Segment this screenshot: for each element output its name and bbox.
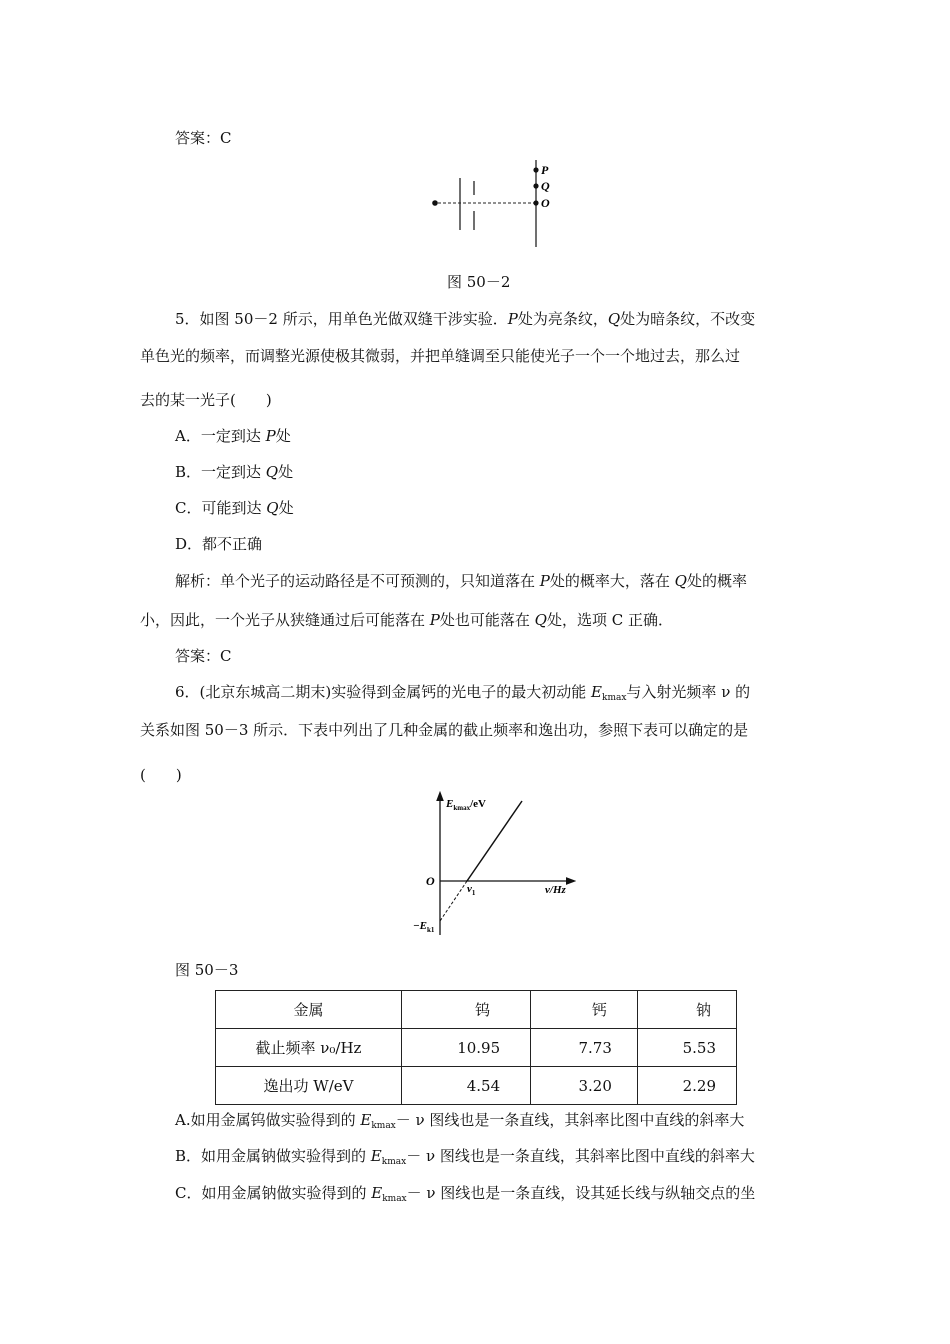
figure-caption-50-3: 图 50－3 [175,961,239,979]
table-header: 钨 [402,991,531,1029]
q6-line-2: 关系如图 50－3 所示．下表中列出了几种金属的截止频率和逸出功，参照下表可以确定的是 [140,721,749,739]
point-q [533,183,538,188]
table-cell: 7.73 [531,1029,638,1067]
q5-option-c: C．可能到达 Q处 [175,499,294,517]
q5-option-b: B．一定到达 Q处 [175,463,294,481]
ekmax-nu-graph [405,790,585,940]
x-axis-label: ν/Hz [545,884,566,896]
label-o: O [541,196,550,210]
light-source-dot [432,200,438,206]
q5-line-3: 去的某一光子( ) [140,391,272,409]
q5-analysis-line-2: 小，因此，一个光子从狭缝通过后可能落在 P处也可能落在 Q处，选项 C 正确． [140,611,673,629]
top-answer: 答案：C [175,129,232,147]
table-row-label: 逸出功 W/eV [216,1067,402,1105]
q5-analysis-line-1: 解析：单个光子的运动路径是不可预测的，只知道落在 P处的概率大，落在 Q处的概率 [175,572,747,590]
q5-answer: 答案：C [175,647,232,665]
label-q: Q [541,179,550,193]
metal-table [215,990,737,1105]
y-axis-label: $E_{kmax}/eV$ [446,798,486,812]
table-cell: 2.29 [637,1067,736,1105]
q6-option-c: C．如用金属钠做实验得到的 $E_{kmax}- \nu$ 图线也是一条直线，设其延长线与纵轴交点的坐 [175,1184,756,1204]
origin-label: O [426,874,435,888]
nu1-label: $\nu_1$ [467,883,476,897]
figure-caption-50-2: 图 50－2 [447,273,511,291]
table-row-label: 截止频率 ν₀/Hz [216,1029,402,1067]
table-header: 金属 [216,991,402,1029]
ek1-label: $-E_{k1}$ [413,920,435,934]
point-o [533,200,538,205]
table-row [216,1067,737,1105]
label-p: P [541,163,549,177]
q6-option-a: A.如用金属钨做实验得到的 $E_{kmax}- \nu$ 图线也是一条直线，其斜率比图中直线的斜率大 [175,1111,745,1131]
ekmax-line [467,801,522,881]
table-cell: 10.95 [402,1029,531,1067]
q6-option-b: B．如用金属钠做实验得到的 $E_{kmax}- \nu$ 图线也是一条直线，其斜率比图中直线的斜率大 [175,1147,755,1167]
table-cell: 3.20 [531,1067,638,1105]
table-header: 钙 [531,991,638,1029]
table-header: 钠 [637,991,736,1029]
q6-line-3: ( ) [140,766,182,784]
q5-line-2: 单色光的频率，而调整光源使极其微弱，并把单缝调至只能使光子一个一个地过去，那么过 [140,347,741,365]
q5-option-a: A．一定到达 P处 [175,427,291,445]
q6-line-1: 6．(北京东城高二期末)实验得到金属钙的光电子的最大初动能 $E_{kmax}$与入射光频率 ν 的 [175,683,751,703]
table-cell: 4.54 [402,1067,531,1105]
point-p [533,167,538,172]
q5-line-1: 5．如图 50－2 所示，用单色光做双缝干涉实验．P处为亮条纹，Q处为暗条纹，不改变 [175,310,756,328]
table-row [216,1029,737,1067]
table-cell: 5.53 [637,1029,736,1067]
q5-option-d: D．都不正确 [175,535,263,553]
double-slit-figure [425,155,565,250]
table-header-row [216,991,737,1029]
ekmax-extension-dashed [440,881,467,921]
